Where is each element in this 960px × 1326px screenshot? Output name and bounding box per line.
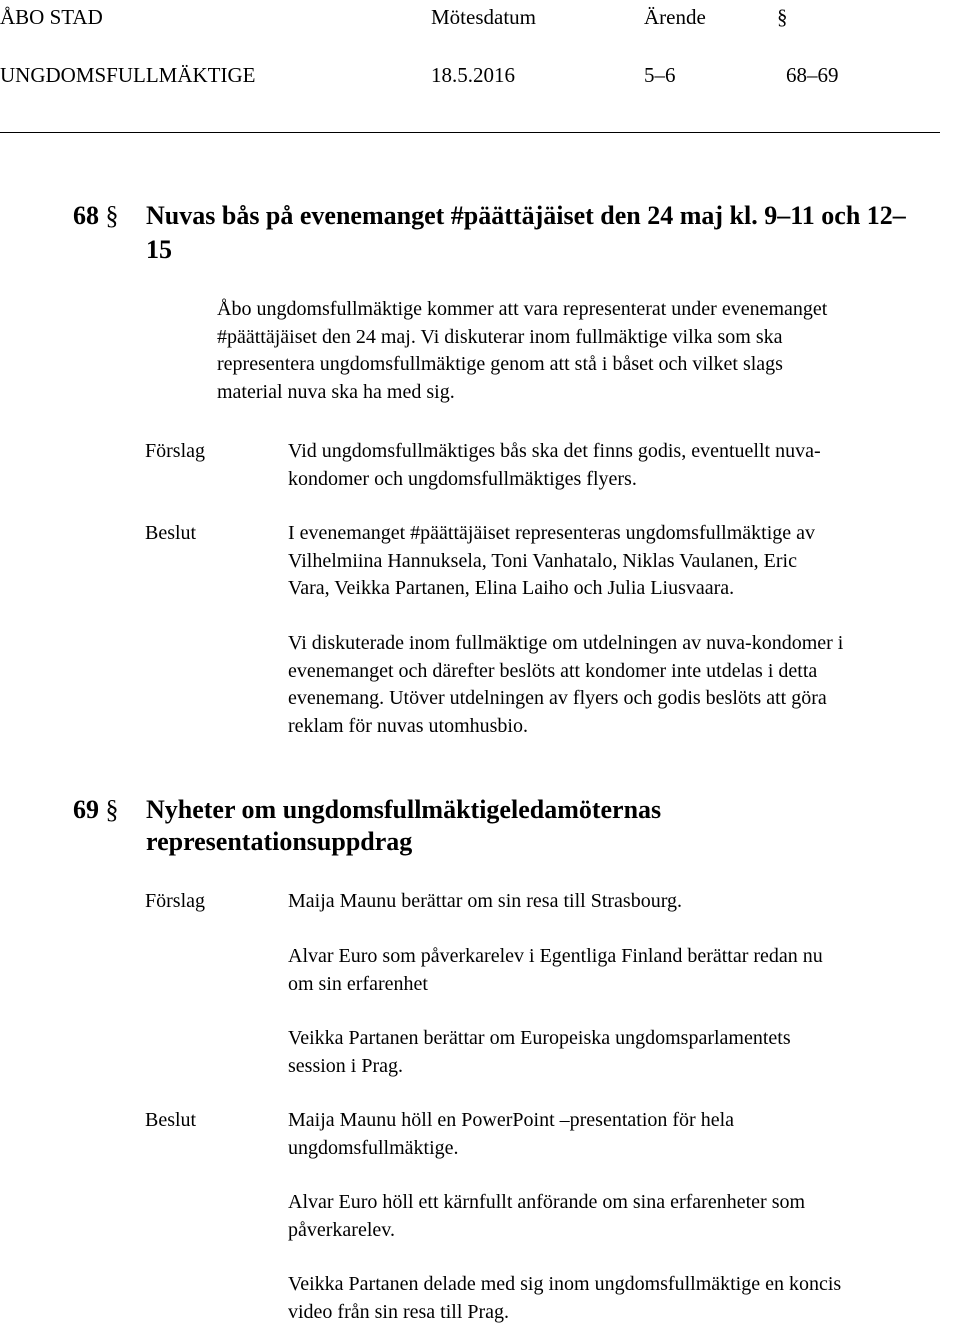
section-sign-icon: § [105,201,119,230]
section-69-decision-label: Beslut [145,1109,197,1131]
header-section-sign: § [777,5,788,29]
decision-line: reklam för nuvas utomhusbio. [288,714,528,737]
section-69-title-line2: representationsuppdrag [146,827,413,856]
section-69-proposal-label: Förslag [145,890,205,912]
header-meeting-date: 18.5.2016 [431,63,515,87]
header-item-range: 5–6 [644,63,676,87]
decision-line: evenemang. Utöver utdelningen av flyers och godis beslöts att göra [288,687,827,710]
intro-line: Åbo ungdomsfullmäktige kommer att vara representerat under evenemanget [217,298,828,320]
proposal-line: Veikka Partanen berättar om Europeiska ungdomsparlamentets [288,1027,791,1049]
section-68-decision-p1 [288,520,815,603]
section-68-title-line2: 15 [146,235,172,264]
intro-line: material nuva ska ha med sig. [217,380,455,403]
decision-line: Maija Maunu höll en PowerPoint –presentation för hela [288,1109,735,1131]
section-sign-icon: § [105,795,119,824]
section-68-number-text: 68 [73,201,99,230]
decision-line: ungdomsfullmäktige. [288,1136,459,1159]
intro-line: #päättäjäiset den 24 maj. Vi diskuterar inom fullmäktige vilka som ska [217,325,783,348]
section-69-decision-p1 [288,1107,734,1162]
section-69-number-text: 69 [73,795,99,824]
section-68-decision-label: Beslut [145,522,197,544]
section-69-proposal-p3 [288,1025,791,1080]
section-68-title-line1: Nuvas bås på evenemanget #päättäjäiset den 24 maj kl. 9–11 och 12– [146,201,906,230]
section-69-proposal-p1: Maija Maunu berättar om sin resa till Strasbourg. [288,890,682,912]
header-meeting-date-label: Mötesdatum [431,5,536,29]
decision-line: I evenemanget #päättäjäiset representeras ungdomsfullmäktige av [288,522,816,544]
section-68-proposal-label: Förslag [145,440,205,462]
header-body: UNGDOMSFULLMÄKTIGE [0,63,256,87]
proposal-line: om sin erfarenhet [288,972,428,995]
decision-line: Alvar Euro höll ett kärnfullt anförande om sina erfarenheter som [288,1191,806,1213]
decision-line: video från sin resa till Prag. [288,1300,510,1323]
decision-line: evenemanget och därefter beslöts att kondomer inte utdelas i detta [288,659,818,682]
decision-line: Vara, Veikka Partanen, Elina Laiho och Julia Liusvaara. [288,577,735,600]
section-68-proposal-text [288,438,821,493]
decision-line: Veikka Partanen delade med sig inom ungdomsfullmäktige en koncis [288,1273,842,1295]
section-69-title-line1: Nyheter om ungdomsfullmäktigeledamöternas [146,795,662,824]
section-69-number [73,794,119,826]
proposal-line: Alvar Euro som påverkarelev i Egentliga Finland berättar redan nu [288,945,823,967]
header-section-range: 68–69 [786,63,839,87]
header-divider [0,132,940,133]
section-69-decision-p2 [288,1189,805,1244]
decision-line: Vi diskuterade inom fullmäktige om utdelningen av nuva-kondomer i [288,632,844,654]
proposal-line: session i Prag. [288,1054,403,1077]
section-68-decision-p2 [288,630,843,740]
proposal-line: kondomer och ungdomsfullmäktiges flyers. [288,467,637,490]
proposal-line: Vid ungdomsfullmäktiges bås ska det finns godis, eventuellt nuva- [288,440,821,462]
intro-line: representera ungdomsfullmäktige genom att stå i båset och vilket slags [217,353,783,376]
decision-line: Vilhelmiina Hannuksela, Toni Vanhatalo, Niklas Vaulanen, Eric [288,549,797,572]
section-68-intro [217,296,827,406]
section-69-decision-p3 [288,1271,841,1326]
header-item-label: Ärende [644,5,706,29]
header-org: ÅBO STAD [0,5,103,29]
decision-line: påverkarelev. [288,1218,395,1241]
section-69-proposal-p2 [288,943,823,998]
section-68-number [73,200,119,232]
